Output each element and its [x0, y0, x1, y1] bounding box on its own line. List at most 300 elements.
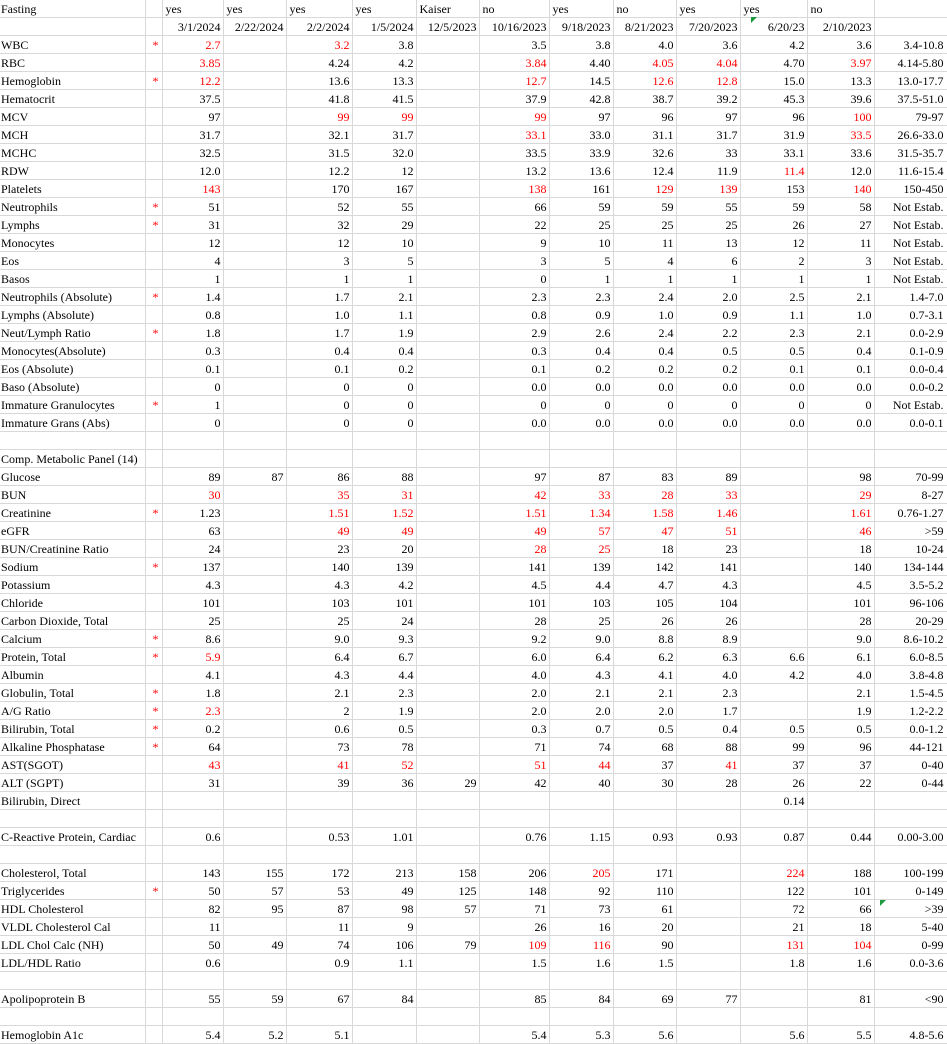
value-cell[interactable] [223, 522, 286, 540]
reference-range[interactable]: 150-450 [874, 180, 947, 198]
value-cell[interactable]: 4.3 [676, 576, 740, 594]
value-cell[interactable]: 224 [740, 864, 807, 882]
empty-cell[interactable] [0, 972, 145, 990]
reference-range[interactable]: 8.6-10.2 [874, 630, 947, 648]
value-cell[interactable]: 0.9 [676, 306, 740, 324]
value-cell[interactable]: 49 [352, 882, 416, 900]
value-cell[interactable]: 4.0 [479, 666, 549, 684]
value-cell[interactable]: 13.6 [286, 72, 352, 90]
value-cell[interactable]: 5.3 [549, 1026, 613, 1044]
value-cell[interactable]: 31.7 [676, 126, 740, 144]
flag-star[interactable] [145, 900, 162, 918]
reference-range[interactable]: 1.2-2.2 [874, 702, 947, 720]
value-cell[interactable]: 27 [807, 216, 874, 234]
value-cell[interactable]: 0 [286, 378, 352, 396]
reference-range[interactable]: 0-40 [874, 756, 947, 774]
empty-cell[interactable] [145, 972, 162, 990]
value-cell[interactable]: 125 [416, 882, 479, 900]
test-name[interactable]: Globulin, Total [0, 684, 145, 702]
value-cell[interactable]: 2.1 [286, 684, 352, 702]
test-name[interactable]: MCH [0, 126, 145, 144]
value-cell[interactable]: 95 [223, 900, 286, 918]
value-cell[interactable]: 143 [162, 180, 223, 198]
value-cell[interactable]: 2.0 [479, 684, 549, 702]
value-cell[interactable]: 44 [549, 756, 613, 774]
value-cell[interactable]: 33.1 [479, 126, 549, 144]
value-cell[interactable] [416, 990, 479, 1008]
value-cell[interactable]: 12.7 [479, 72, 549, 90]
value-cell[interactable] [807, 792, 874, 810]
test-name[interactable]: Chloride [0, 594, 145, 612]
date-cell[interactable]: 8/21/2023 [613, 18, 676, 36]
reference-range[interactable]: 0.0-0.1 [874, 414, 947, 432]
value-cell[interactable] [223, 576, 286, 594]
value-cell[interactable]: 1.6 [807, 954, 874, 972]
flag-star[interactable] [145, 576, 162, 594]
value-cell[interactable]: 23 [676, 540, 740, 558]
value-cell[interactable] [223, 378, 286, 396]
test-name[interactable]: Monocytes [0, 234, 145, 252]
reference-range[interactable]: 20-29 [874, 612, 947, 630]
value-cell[interactable] [416, 918, 479, 936]
value-cell[interactable] [223, 414, 286, 432]
value-cell[interactable]: 12.2 [286, 162, 352, 180]
value-cell[interactable]: 4.0 [676, 666, 740, 684]
value-cell[interactable] [740, 630, 807, 648]
reference-range[interactable]: Not Estab. [874, 198, 947, 216]
value-cell[interactable]: 9.2 [479, 630, 549, 648]
value-cell[interactable] [352, 792, 416, 810]
test-name[interactable]: Neutrophils (Absolute) [0, 288, 145, 306]
value-cell[interactable]: 82 [162, 900, 223, 918]
value-cell[interactable]: 15.0 [740, 72, 807, 90]
value-cell[interactable]: 2.1 [807, 288, 874, 306]
value-cell[interactable] [416, 216, 479, 234]
flag-star[interactable] [145, 954, 162, 972]
empty-cell[interactable] [286, 432, 352, 450]
value-cell[interactable]: 33 [549, 486, 613, 504]
value-cell[interactable]: 103 [549, 594, 613, 612]
reference-range[interactable]: <90 [874, 990, 947, 1008]
value-cell[interactable]: 4.0 [613, 36, 676, 54]
value-cell[interactable] [740, 522, 807, 540]
value-cell[interactable]: 31.9 [740, 126, 807, 144]
reference-range[interactable]: Not Estab. [874, 252, 947, 270]
value-cell[interactable]: 52 [352, 756, 416, 774]
reference-range[interactable]: 0.76-1.27 [874, 504, 947, 522]
value-cell[interactable] [223, 36, 286, 54]
flag-star[interactable] [145, 234, 162, 252]
test-name[interactable]: RDW [0, 162, 145, 180]
value-cell[interactable] [416, 36, 479, 54]
value-cell[interactable]: 49 [223, 936, 286, 954]
empty-cell[interactable] [874, 810, 947, 828]
value-cell[interactable]: 4.5 [479, 576, 549, 594]
reference-range[interactable]: Not Estab. [874, 234, 947, 252]
reference-range[interactable]: 0.0-2.9 [874, 324, 947, 342]
value-cell[interactable] [416, 342, 479, 360]
value-cell[interactable]: 11.4 [740, 162, 807, 180]
empty-cell[interactable] [807, 810, 874, 828]
value-cell[interactable]: 28 [807, 612, 874, 630]
test-name[interactable]: Monocytes(Absolute) [0, 342, 145, 360]
fasting-cell[interactable]: no [613, 0, 676, 18]
value-cell[interactable] [416, 594, 479, 612]
value-cell[interactable] [740, 612, 807, 630]
value-cell[interactable]: 4.05 [613, 54, 676, 72]
value-cell[interactable]: 32.1 [286, 126, 352, 144]
value-cell[interactable]: 5.9 [162, 648, 223, 666]
value-cell[interactable]: 55 [162, 990, 223, 1008]
value-cell[interactable]: 0 [352, 414, 416, 432]
flag-star[interactable]: * [145, 684, 162, 702]
value-cell[interactable]: 4.3 [549, 666, 613, 684]
value-cell[interactable]: 30 [613, 774, 676, 792]
empty-cell[interactable] [676, 810, 740, 828]
value-cell[interactable]: 3 [479, 252, 549, 270]
value-cell[interactable]: 4.04 [676, 54, 740, 72]
value-cell[interactable]: 5.4 [162, 1026, 223, 1044]
value-cell[interactable]: 3.8 [352, 36, 416, 54]
value-cell[interactable]: 138 [479, 180, 549, 198]
value-cell[interactable] [223, 162, 286, 180]
value-cell[interactable]: 0.4 [286, 342, 352, 360]
flag-star[interactable]: * [145, 72, 162, 90]
empty-cell[interactable] [613, 972, 676, 990]
test-name[interactable]: Neut/Lymph Ratio [0, 324, 145, 342]
value-cell[interactable]: 92 [549, 882, 613, 900]
value-cell[interactable]: 161 [549, 180, 613, 198]
value-cell[interactable]: 37 [613, 756, 676, 774]
date-cell[interactable]: 3/1/2024 [162, 18, 223, 36]
value-cell[interactable]: 71 [479, 900, 549, 918]
value-cell[interactable]: 140 [807, 180, 874, 198]
flag-star[interactable] [145, 342, 162, 360]
empty-cell[interactable] [352, 432, 416, 450]
empty-cell[interactable] [286, 846, 352, 864]
value-cell[interactable]: 0.5 [740, 720, 807, 738]
value-cell[interactable] [416, 360, 479, 378]
value-cell[interactable]: 53 [286, 882, 352, 900]
value-cell[interactable]: 37.9 [479, 90, 549, 108]
value-cell[interactable]: 29 [416, 774, 479, 792]
test-name[interactable]: Bilirubin, Direct [0, 792, 145, 810]
empty-cell[interactable] [740, 432, 807, 450]
reference-range[interactable]: 10-24 [874, 540, 947, 558]
value-cell[interactable]: 87 [286, 900, 352, 918]
value-cell[interactable] [740, 576, 807, 594]
value-cell[interactable] [223, 828, 286, 846]
empty-cell[interactable] [740, 1008, 807, 1026]
value-cell[interactable]: 0 [286, 396, 352, 414]
value-cell[interactable]: 79 [416, 936, 479, 954]
test-name[interactable]: LDL Chol Calc (NH) [0, 936, 145, 954]
empty-cell[interactable] [874, 846, 947, 864]
value-cell[interactable]: 1.23 [162, 504, 223, 522]
value-cell[interactable]: 9 [352, 918, 416, 936]
value-cell[interactable] [416, 486, 479, 504]
value-cell[interactable]: 89 [162, 468, 223, 486]
value-cell[interactable] [676, 450, 740, 468]
value-cell[interactable]: 167 [352, 180, 416, 198]
test-name[interactable]: Platelets [0, 180, 145, 198]
value-cell[interactable]: 99 [740, 738, 807, 756]
value-cell[interactable]: 0.3 [162, 342, 223, 360]
value-cell[interactable]: 0.9 [549, 306, 613, 324]
value-cell[interactable] [740, 594, 807, 612]
value-cell[interactable]: 6.1 [807, 648, 874, 666]
test-name[interactable]: Protein, Total [0, 648, 145, 666]
value-cell[interactable] [416, 612, 479, 630]
value-cell[interactable]: 84 [352, 990, 416, 1008]
value-cell[interactable]: 0.0 [676, 414, 740, 432]
value-cell[interactable] [740, 468, 807, 486]
flag-star[interactable] [145, 162, 162, 180]
value-cell[interactable]: 13.6 [549, 162, 613, 180]
value-cell[interactable]: 33.1 [740, 144, 807, 162]
value-cell[interactable]: 1.8 [162, 684, 223, 702]
value-cell[interactable]: 24 [162, 540, 223, 558]
value-cell[interactable]: 139 [352, 558, 416, 576]
reference-range[interactable]: 8-27 [874, 486, 947, 504]
reference-range[interactable]: 1.4-7.0 [874, 288, 947, 306]
value-cell[interactable]: 42 [479, 774, 549, 792]
value-cell[interactable] [223, 234, 286, 252]
value-cell[interactable]: 1.7 [286, 288, 352, 306]
flag-star[interactable] [145, 144, 162, 162]
value-cell[interactable]: 25 [676, 216, 740, 234]
value-cell[interactable]: 2.0 [479, 702, 549, 720]
value-cell[interactable] [223, 270, 286, 288]
value-cell[interactable]: 12.0 [162, 162, 223, 180]
value-cell[interactable]: 0.0 [549, 378, 613, 396]
value-cell[interactable]: 3.6 [807, 36, 874, 54]
empty-cell[interactable] [286, 972, 352, 990]
empty-cell[interactable] [223, 846, 286, 864]
value-cell[interactable]: 0.2 [352, 360, 416, 378]
value-cell[interactable]: 0 [286, 414, 352, 432]
value-cell[interactable]: 4 [162, 252, 223, 270]
value-cell[interactable]: 28 [676, 774, 740, 792]
flag-star[interactable] [145, 180, 162, 198]
value-cell[interactable]: 1 [549, 270, 613, 288]
value-cell[interactable] [676, 900, 740, 918]
value-cell[interactable]: 20 [613, 918, 676, 936]
value-cell[interactable] [223, 306, 286, 324]
reference-range[interactable]: 79-97 [874, 108, 947, 126]
empty-cell[interactable] [807, 1008, 874, 1026]
flag-star[interactable]: * [145, 324, 162, 342]
value-cell[interactable]: 0.1 [162, 360, 223, 378]
reference-range[interactable]: 0-149 [874, 882, 947, 900]
reference-range[interactable]: >59 [874, 522, 947, 540]
value-cell[interactable] [416, 144, 479, 162]
empty-cell[interactable] [676, 1008, 740, 1026]
value-cell[interactable]: 2.1 [807, 324, 874, 342]
test-name[interactable]: Hemoglobin A1c [0, 1026, 145, 1044]
value-cell[interactable]: 1.6 [549, 954, 613, 972]
value-cell[interactable]: 39 [286, 774, 352, 792]
value-cell[interactable]: 3.97 [807, 54, 874, 72]
value-cell[interactable]: 5.1 [286, 1026, 352, 1044]
value-cell[interactable]: 77 [676, 990, 740, 1008]
reference-range[interactable]: >39 [874, 900, 947, 918]
value-cell[interactable]: 0 [676, 396, 740, 414]
empty-cell[interactable] [874, 972, 947, 990]
reference-range[interactable]: 1.5-4.5 [874, 684, 947, 702]
value-cell[interactable]: 109 [479, 936, 549, 954]
value-cell[interactable]: 31.7 [352, 126, 416, 144]
value-cell[interactable] [223, 612, 286, 630]
value-cell[interactable]: 2.0 [549, 702, 613, 720]
value-cell[interactable]: 4.3 [162, 576, 223, 594]
value-cell[interactable]: 0.7 [549, 720, 613, 738]
value-cell[interactable]: 1.0 [286, 306, 352, 324]
value-cell[interactable]: 50 [162, 936, 223, 954]
value-cell[interactable]: 42.8 [549, 90, 613, 108]
value-cell[interactable]: 0.5 [613, 720, 676, 738]
empty-cell[interactable] [740, 846, 807, 864]
value-cell[interactable]: 16 [549, 918, 613, 936]
value-cell[interactable]: 3.6 [676, 36, 740, 54]
empty-cell[interactable] [223, 810, 286, 828]
value-cell[interactable]: 98 [352, 900, 416, 918]
value-cell[interactable]: 64 [162, 738, 223, 756]
value-cell[interactable]: 97 [162, 108, 223, 126]
empty-cell[interactable] [162, 846, 223, 864]
value-cell[interactable]: 68 [613, 738, 676, 756]
reference-range[interactable]: 0.0-3.6 [874, 954, 947, 972]
flag-star[interactable] [145, 360, 162, 378]
value-cell[interactable]: 1 [676, 270, 740, 288]
value-cell[interactable]: 4.4 [352, 666, 416, 684]
value-cell[interactable]: 101 [807, 594, 874, 612]
value-cell[interactable]: 2.3 [549, 288, 613, 306]
value-cell[interactable]: 0 [807, 396, 874, 414]
value-cell[interactable]: 110 [613, 882, 676, 900]
value-cell[interactable]: 25 [549, 216, 613, 234]
flag-star[interactable] [145, 774, 162, 792]
value-cell[interactable]: 0.0 [740, 378, 807, 396]
date-cell[interactable]: 2/10/2023 [807, 18, 874, 36]
value-cell[interactable] [740, 684, 807, 702]
value-cell[interactable]: 28 [479, 612, 549, 630]
flag-star[interactable]: * [145, 648, 162, 666]
value-cell[interactable] [416, 324, 479, 342]
value-cell[interactable]: 9.0 [286, 630, 352, 648]
star-cell[interactable] [145, 0, 162, 18]
value-cell[interactable]: 170 [286, 180, 352, 198]
value-cell[interactable] [416, 756, 479, 774]
fasting-cell[interactable]: yes [352, 0, 416, 18]
empty-cell[interactable] [740, 810, 807, 828]
value-cell[interactable]: 122 [740, 882, 807, 900]
value-cell[interactable]: 57 [416, 900, 479, 918]
value-cell[interactable]: 55 [676, 198, 740, 216]
empty-cell[interactable] [416, 972, 479, 990]
empty-cell[interactable] [549, 810, 613, 828]
value-cell[interactable]: 1.52 [352, 504, 416, 522]
value-cell[interactable]: 5.6 [613, 1026, 676, 1044]
date-cell[interactable]: 10/16/2023 [479, 18, 549, 36]
value-cell[interactable]: 6.6 [740, 648, 807, 666]
value-cell[interactable]: 41.8 [286, 90, 352, 108]
value-cell[interactable]: 4.5 [807, 576, 874, 594]
date-cell[interactable]: 12/5/2023 [416, 18, 479, 36]
empty-cell[interactable] [145, 846, 162, 864]
value-cell[interactable]: 2.1 [807, 684, 874, 702]
value-cell[interactable] [740, 504, 807, 522]
reference-range[interactable]: 4.8-5.6 [874, 1026, 947, 1044]
test-name[interactable]: Neutrophils [0, 198, 145, 216]
value-cell[interactable]: 86 [286, 468, 352, 486]
value-cell[interactable]: 4.40 [549, 54, 613, 72]
value-cell[interactable]: 55 [352, 198, 416, 216]
value-cell[interactable]: 141 [676, 558, 740, 576]
test-name[interactable]: Basos [0, 270, 145, 288]
value-cell[interactable]: 13 [676, 234, 740, 252]
value-cell[interactable]: 1.1 [352, 306, 416, 324]
value-cell[interactable]: 63 [162, 522, 223, 540]
value-cell[interactable]: 2.3 [479, 288, 549, 306]
empty-cell[interactable] [807, 846, 874, 864]
value-cell[interactable]: 11 [613, 234, 676, 252]
value-cell[interactable] [223, 918, 286, 936]
empty-cell[interactable] [352, 810, 416, 828]
flag-star[interactable] [145, 522, 162, 540]
value-cell[interactable]: 50 [162, 882, 223, 900]
value-cell[interactable]: 1 [162, 270, 223, 288]
value-cell[interactable]: 32.5 [162, 144, 223, 162]
test-name[interactable]: Creatinine [0, 504, 145, 522]
date-cell[interactable]: 7/20/2023 [676, 18, 740, 36]
value-cell[interactable] [223, 648, 286, 666]
value-cell[interactable] [223, 342, 286, 360]
value-cell[interactable]: 1 [807, 270, 874, 288]
value-cell[interactable]: 1.51 [479, 504, 549, 522]
value-cell[interactable]: 3.8 [549, 36, 613, 54]
value-cell[interactable]: 26 [740, 216, 807, 234]
value-cell[interactable]: 81 [807, 990, 874, 1008]
value-cell[interactable]: 87 [549, 468, 613, 486]
value-cell[interactable]: 1.15 [549, 828, 613, 846]
flag-star[interactable] [145, 828, 162, 846]
value-cell[interactable]: 0.0 [613, 414, 676, 432]
value-cell[interactable] [416, 180, 479, 198]
reference-range[interactable]: 11.6-15.4 [874, 162, 947, 180]
value-cell[interactable]: 0.3 [479, 720, 549, 738]
value-cell[interactable]: 51 [479, 756, 549, 774]
test-name[interactable]: Cholesterol, Total [0, 864, 145, 882]
value-cell[interactable]: 8.8 [613, 630, 676, 648]
value-cell[interactable]: 143 [162, 864, 223, 882]
value-cell[interactable]: 6.7 [352, 648, 416, 666]
reference-range[interactable]: 0-99 [874, 936, 947, 954]
value-cell[interactable]: 104 [807, 936, 874, 954]
value-cell[interactable]: 33.9 [549, 144, 613, 162]
value-cell[interactable]: 23 [286, 540, 352, 558]
star-cell[interactable] [145, 18, 162, 36]
value-cell[interactable]: 4.1 [613, 666, 676, 684]
value-cell[interactable]: 84 [549, 990, 613, 1008]
value-cell[interactable]: 5.2 [223, 1026, 286, 1044]
value-cell[interactable]: 3.2 [286, 36, 352, 54]
test-name[interactable]: ALT (SGPT) [0, 774, 145, 792]
value-cell[interactable] [416, 108, 479, 126]
value-cell[interactable] [223, 198, 286, 216]
value-cell[interactable]: 67 [286, 990, 352, 1008]
value-cell[interactable]: 101 [479, 594, 549, 612]
